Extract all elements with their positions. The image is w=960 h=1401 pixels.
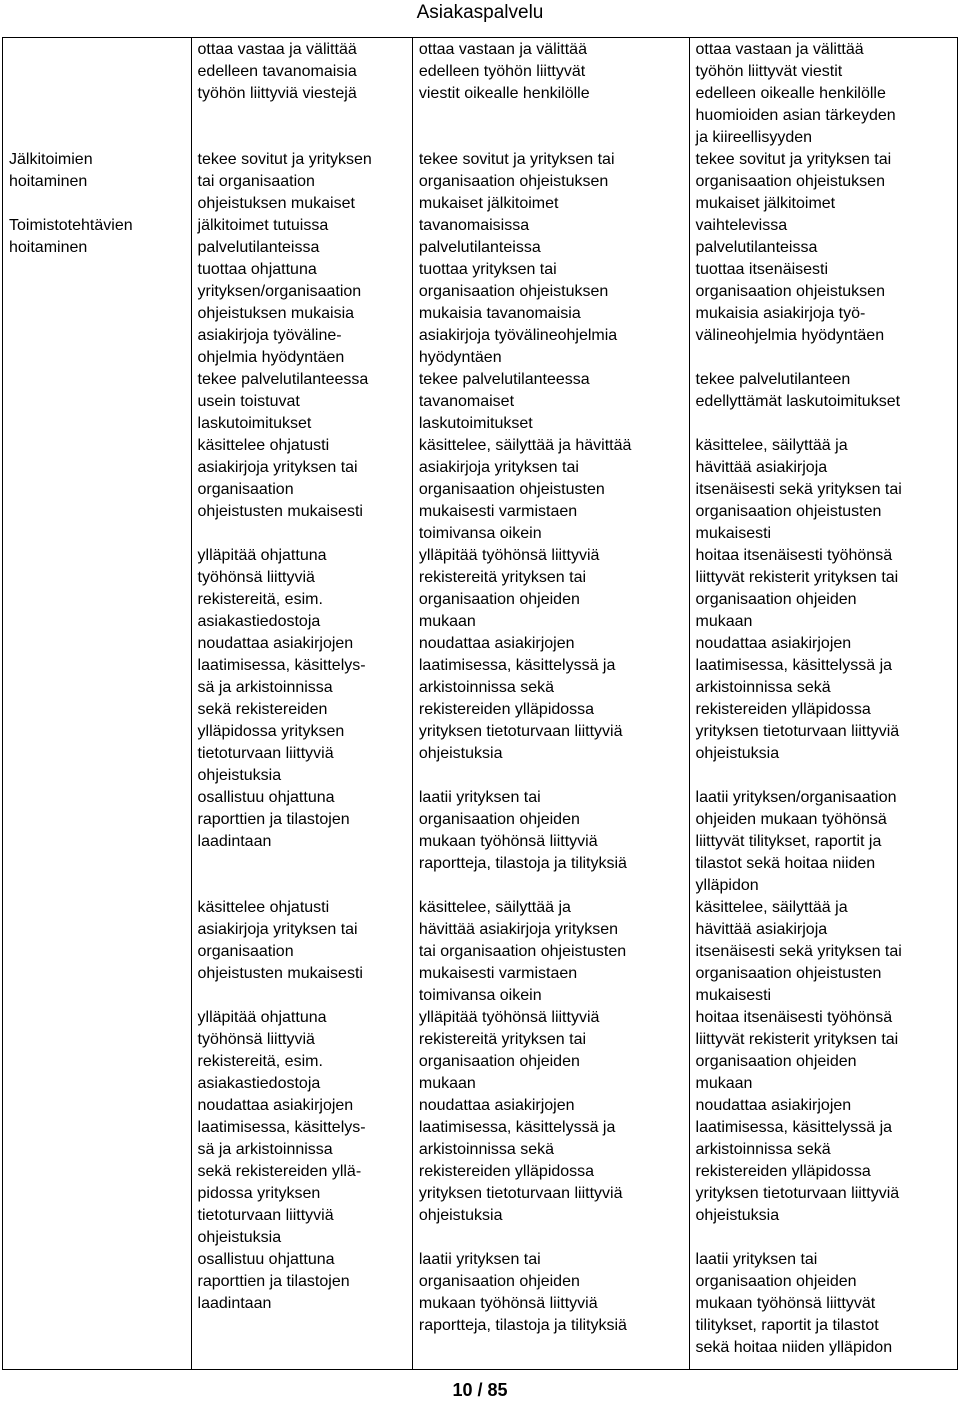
criterion-item: tekee sovitut ja yrityksen tai organisaation ohjeistuksen mukaiset jälkitoimet tavanomaisissa palvelutilanteissa bbox=[418, 151, 615, 256]
level-column-excellent bbox=[689, 38, 957, 1370]
criterion-item: hoitaa itsenäisesti työhönsä liittyvät rekisterit yrityksen tai organisaation ohjeiden mukaan bbox=[695, 1009, 899, 1092]
topic-heading-jalkitoimet: Jälkitoimien hoitaminen bbox=[9, 151, 93, 190]
page-number: 10 / 85 bbox=[452, 1380, 508, 1400]
criterion-item: laatii yrityksen tai organisaation ohjeiden mukaan työhönsä liittyvät tilitykset, raportit ja tilastot sekä hoitaa niiden ylläpidon bbox=[695, 1251, 893, 1356]
criterion-item: laatii yrityksen tai organisaation ohjeiden mukaan työhönsä liittyviä raportteja, tilastoja ja tilityksiä bbox=[418, 789, 627, 872]
criterion-item: noudattaa asiakirjojen laatimisessa, käsittelyssä ja arkistoinnissa sekä rekistereiden ylläpidossa yrityksen tietoturvaan liittyviä ohjeistuksia bbox=[418, 1097, 623, 1224]
criterion-item: noudattaa asiakirjojen laatimisessa, käsittelyssä ja arkistoinnissa sekä rekistereiden ylläpidossa yrityksen tietoturvaan liittyviä ohjeistuksia bbox=[695, 635, 900, 762]
criterion-item: ylläpitää työhönsä liittyviä rekistereitä yrityksen tai organisaation ohjeiden mukaan bbox=[418, 1009, 600, 1092]
criteria-table bbox=[2, 37, 958, 1370]
criterion-item: käsittelee ohjatusti asiakirjoja yrityksen tai organisaation ohjeistusten mukaisesti bbox=[197, 899, 363, 982]
criterion-item: tuottaa ohjattuna yrityksen/organisaation ohjeistuksen mukaisia asiakirjoja työväline- ohjelmia hyödyntäen bbox=[197, 261, 362, 366]
criterion-item: hoitaa itsenäisesti työhönsä liittyvät rekisterit yrityksen tai organisaation ohjeiden mukaan bbox=[695, 547, 899, 630]
criterion-item: ylläpitää ohjattuna työhönsä liittyviä rekistereitä, esim. asiakastiedostoja bbox=[197, 1009, 327, 1092]
topic-column bbox=[3, 38, 192, 1370]
criterion-item: noudattaa asiakirjojen laatimisessa, käsittelys- sä ja arkistoinnissa sekä rekistereiden yllä- pidossa yrityksen tietoturvaan liittyviä ohjeistuksia bbox=[197, 1097, 366, 1246]
criterion-item: ylläpitää ohjattuna työhönsä liittyviä rekistereitä, esim. asiakastiedostoja bbox=[197, 547, 327, 630]
criterion-item: käsittelee, säilyttää ja hävittää asiakirjoja yrityksen tai organisaation ohjeistusten mukaisesti varmistaen toimivansa oikein bbox=[418, 899, 627, 1004]
criterion-item: käsittelee, säilyttää ja hävittää asiakirjoja itsenäisesti sekä yrityksen tai organisaation ohjeistusten mukaisesti bbox=[695, 899, 902, 1004]
criterion-item: käsittelee, säilyttää ja hävittää asiakirjoja yrityksen tai organisaation ohjeistusten mukaisesti varmistaen toimivansa oikein bbox=[418, 437, 632, 542]
level-column-good bbox=[412, 38, 689, 1370]
criterion-item: tekee sovitut ja yrityksen tai organisaation ohjeistuksen mukaiset jälkitoimet tutuissa palvelutilanteissa bbox=[197, 151, 372, 256]
criterion-item: noudattaa asiakirjojen laatimisessa, käsittelyssä ja arkistoinnissa sekä rekistereiden ylläpidossa yrityksen tietoturvaan liittyviä ohjeistuksia bbox=[695, 1097, 900, 1224]
criterion-item: ottaa vastaan ja välittää työhön liittyvät viestit edelleen oikealle henkilölle huomioiden asian tärkeyden ja kiireellisyyden bbox=[695, 41, 896, 146]
criterion-item: laatii yrityksen/organisaation ohjeiden mukaan työhönsä liittyvät tilitykset, raportit ja tilastot sekä hoitaa niiden ylläpidon bbox=[695, 789, 897, 894]
topic-heading-toimistotehtavat: Toimistotehtävien hoitaminen bbox=[9, 217, 133, 256]
criterion-item: ylläpitää työhönsä liittyviä rekistereitä yrityksen tai organisaation ohjeiden mukaan bbox=[418, 547, 600, 630]
criterion-item: tekee sovitut ja yrityksen tai organisaation ohjeistuksen mukaiset jälkitoimet vaihtelevissa palvelutilanteissa bbox=[695, 151, 892, 256]
criterion-item: ottaa vastaa ja välittää edelleen tavanomaisia työhön liittyviä viestejä bbox=[197, 41, 357, 102]
criterion-item: ottaa vastaan ja välittää edelleen työhön liittyvät viestit oikealle henkilölle bbox=[418, 41, 590, 102]
criterion-item: tekee palvelutilanteessa usein toistuvat laskutoimitukset bbox=[197, 371, 369, 432]
criterion-item: tekee palvelutilanteessa tavanomaiset laskutoimitukset bbox=[418, 371, 590, 432]
criterion-item: noudattaa asiakirjojen laatimisessa, käsittelys- sä ja arkistoinnissa sekä rekistereiden ylläpidossa yrityksen tietoturvaan liittyviä ohjeistuksia bbox=[197, 635, 366, 784]
criterion-item: laatii yrityksen tai organisaation ohjeiden mukaan työhönsä liittyviä raportteja, tilastoja ja tilityksiä bbox=[418, 1251, 627, 1334]
criterion-item: käsittelee, säilyttää ja hävittää asiakirjoja itsenäisesti sekä yrityksen tai organisaation ohjeistusten mukaisesti bbox=[695, 437, 902, 542]
table-row bbox=[3, 38, 958, 1370]
criterion-item: tuottaa itsenäisesti organisaation ohjeistuksen mukaisia asiakirjoja työ- välineohjelmia hyödyntäen bbox=[695, 261, 885, 344]
level-column-satisfactory bbox=[191, 38, 412, 1370]
criterion-item: tekee palvelutilanteen edellyttämät laskutoimitukset bbox=[695, 371, 901, 410]
page-header: Asiakaspalvelu bbox=[416, 2, 544, 23]
criterion-item: noudattaa asiakirjojen laatimisessa, käsittelyssä ja arkistoinnissa sekä rekistereiden ylläpidossa yrityksen tietoturvaan liittyviä ohjeistuksia bbox=[418, 635, 623, 762]
criterion-item: käsittelee ohjatusti asiakirjoja yrityksen tai organisaation ohjeistusten mukaisesti bbox=[197, 437, 363, 520]
criterion-item: tuottaa yrityksen tai organisaation ohjeistuksen mukaisia tavanomaisia asiakirjoja työvälineohjelmia hyödyntäen bbox=[418, 261, 618, 366]
criterion-item: osallistuu ohjattuna raporttien ja tilastojen laadintaan bbox=[197, 789, 350, 850]
criterion-item: osallistuu ohjattuna raporttien ja tilastojen laadintaan bbox=[197, 1251, 350, 1312]
